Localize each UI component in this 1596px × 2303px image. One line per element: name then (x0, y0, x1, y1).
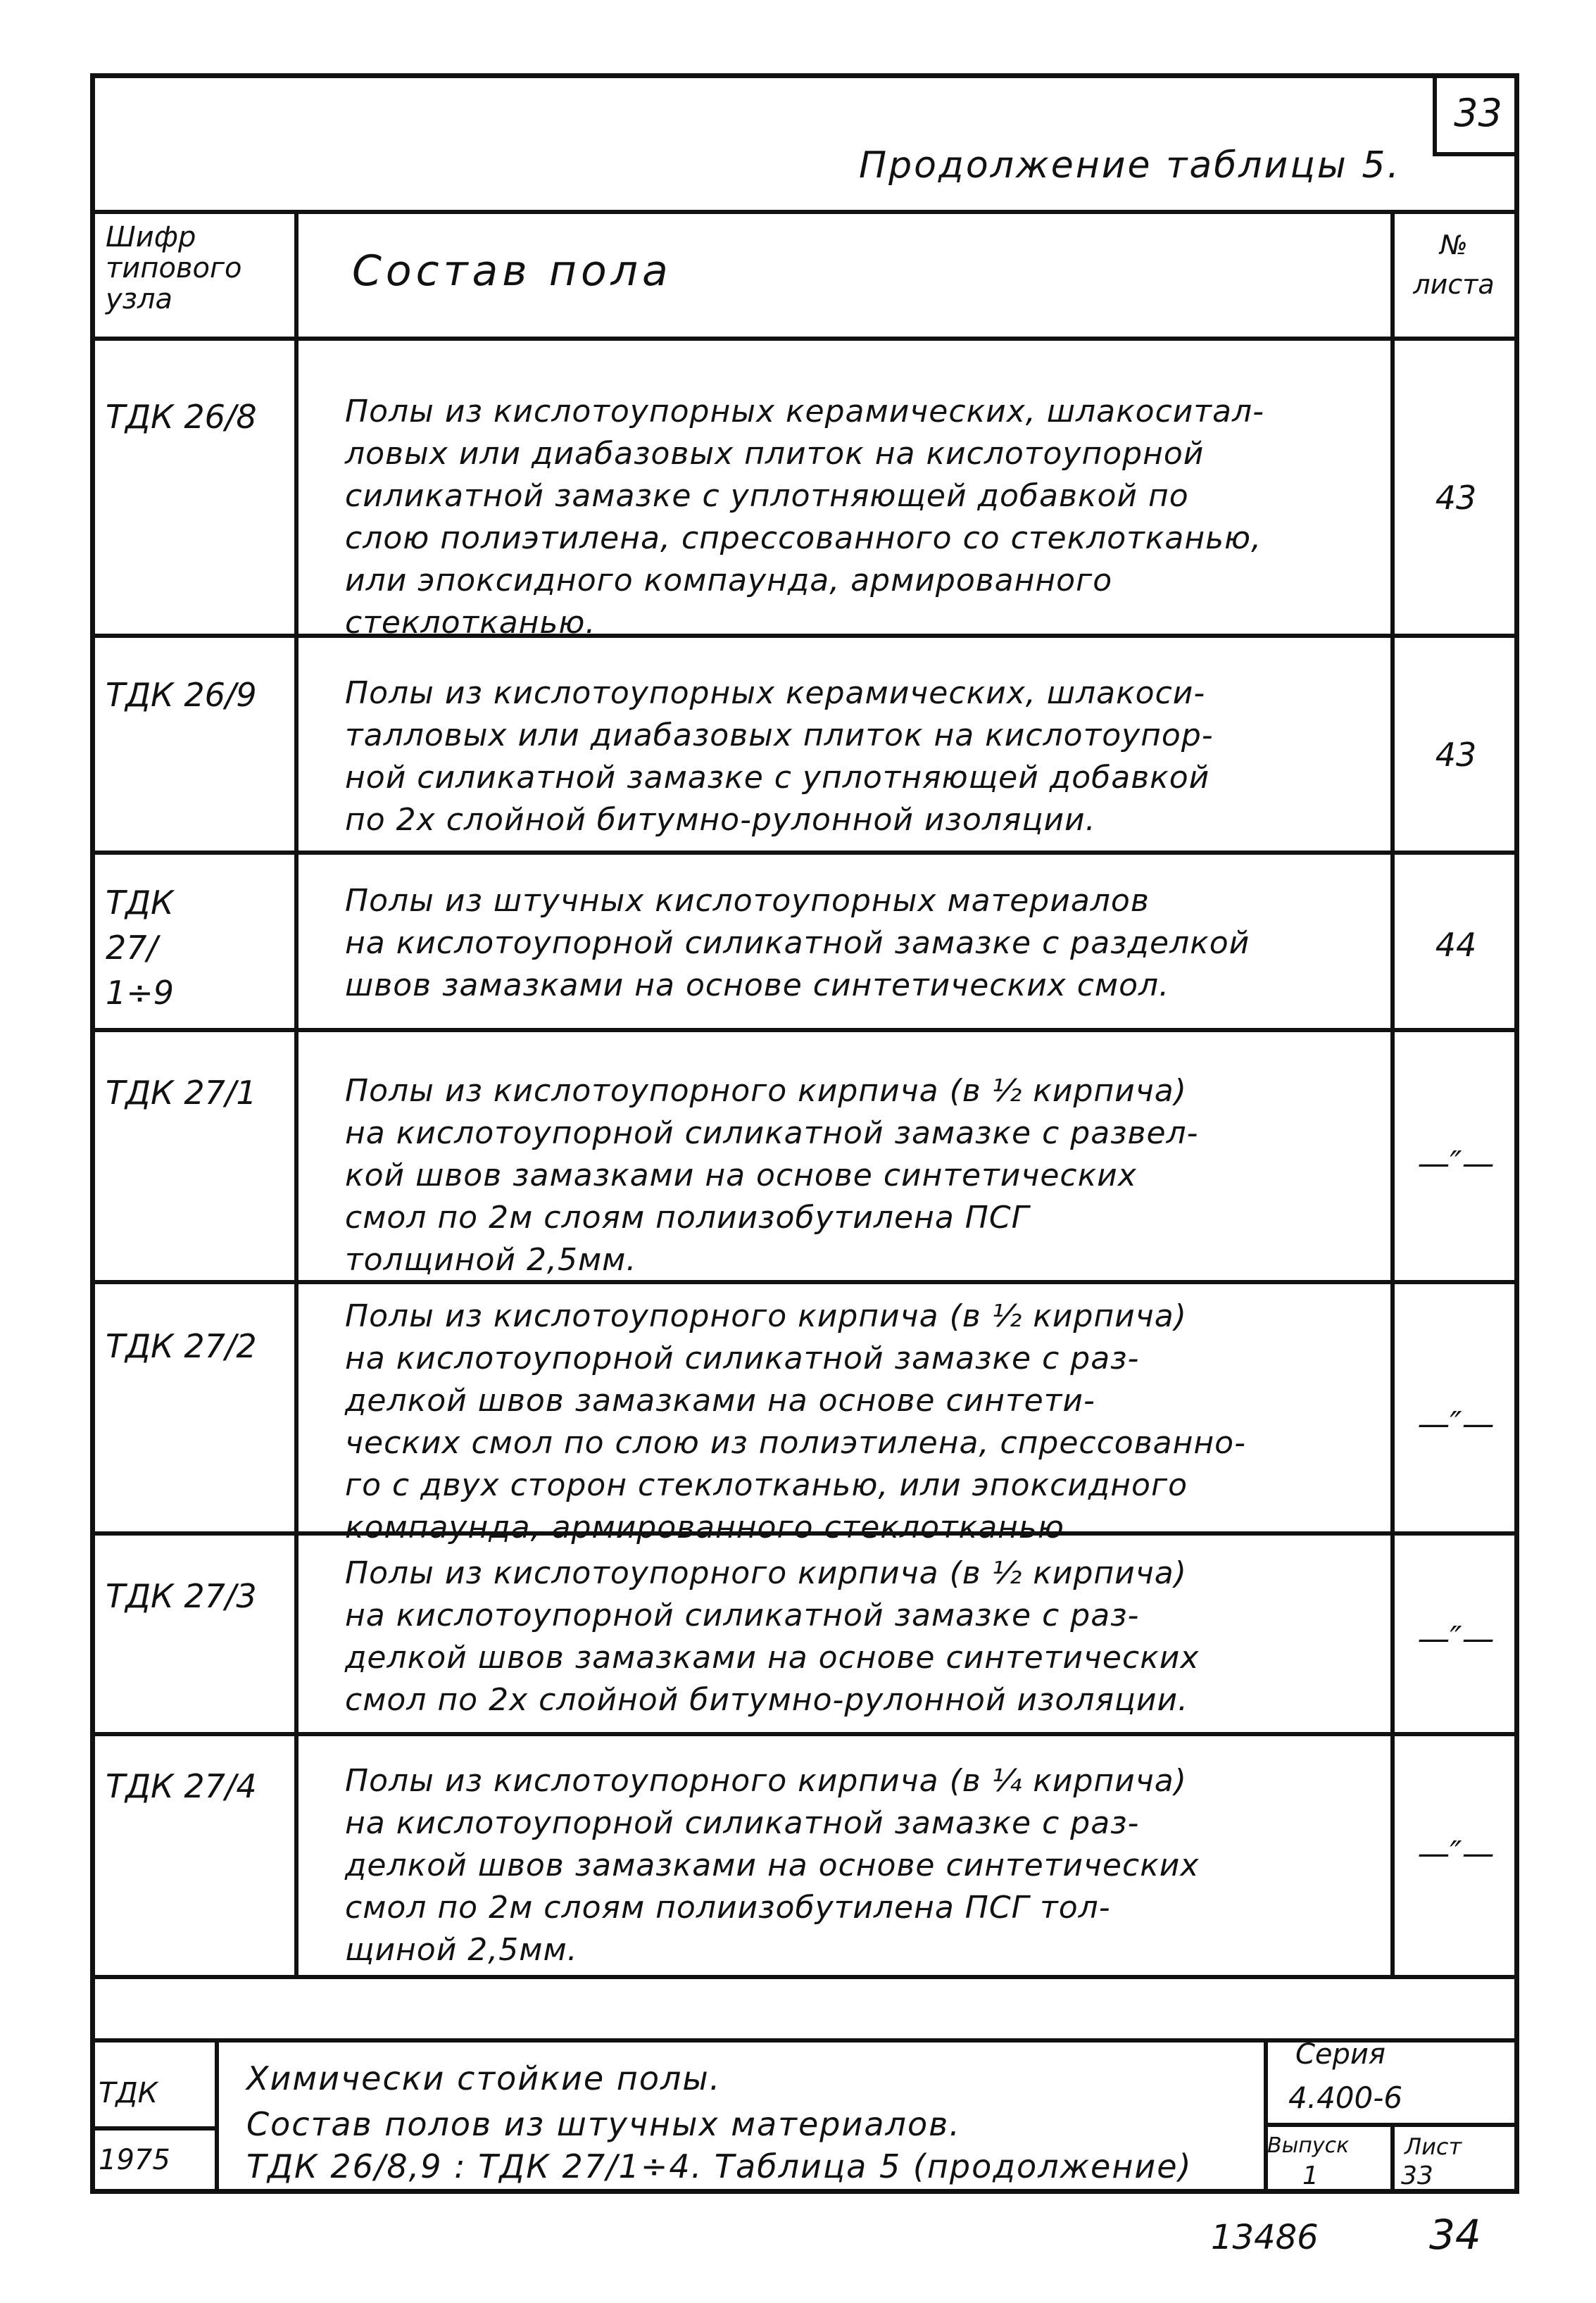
text-line: силикатной замазке с уплотняющей добавкой по (345, 478, 1189, 514)
text-line: ческих смол по слою из полиэтилена, спрессованно- (345, 1425, 1246, 1461)
title-block-code: ТДК (99, 2077, 158, 2109)
series-label: Серия (1295, 2038, 1385, 2071)
header-bottom-rule (90, 337, 1519, 341)
title-block-line-3: ТДК 26/8,9 : ТДК 27/1÷4. Таблица 5 (продолжение) (246, 2147, 1193, 2185)
row-sheet: 43 (1435, 736, 1477, 774)
text-line: Полы из кислотоупорного кирпича (в ½ кирпича) (345, 1555, 1187, 1591)
text-line: ловых или диабазовых плиток на кислотоупорной (345, 436, 1205, 472)
sheet-column-rule (1390, 210, 1395, 1977)
title-block-code-rule (90, 2126, 217, 2131)
text-line: слою полиэтилена, спрессованного со стеклотканью, (345, 520, 1262, 556)
text-line: делкой швов замазками на основе синтетических (345, 1847, 1200, 1883)
row-rule-2 (90, 851, 1519, 855)
text-line: кой швов замазками на основе синтетических (345, 1157, 1137, 1193)
row-sheet: 44 (1435, 926, 1477, 964)
title-block-series-divider (1264, 2038, 1268, 2194)
sheet-label: Лист (1405, 2133, 1462, 2160)
text-line: Полы из кислотоупорного кирпича (в ½ кирпича) (345, 1298, 1187, 1334)
text-line: делкой швов замазками на основе синтети- (345, 1383, 1095, 1419)
row-composition (345, 1760, 1380, 1971)
text-line: ной силикатной замазке с уплотняющей добавкой (345, 760, 1210, 796)
text-line: Полы из штучных кислотоупорных материалов (345, 883, 1150, 919)
row-code: ТДК 27/ 1÷9 (106, 884, 175, 1012)
table-caption: Продолжение таблицы 5. (859, 144, 1401, 187)
row-sheet: —″— (1417, 1834, 1495, 1872)
text-line: Полы из кислотоупорного кирпича (в ½ кирпича) (345, 1073, 1187, 1109)
text-line: по 2х слойной битумно-рулонной изоляции. (345, 802, 1096, 838)
page-number: 33 (1433, 73, 1519, 156)
title-block-code-divider (215, 2038, 219, 2194)
text-line: смол по 2х слойной битумно-рулонной изоляции. (345, 1682, 1189, 1718)
text-line: на кислотоупорной силикатной замазке с раз- (345, 1805, 1140, 1841)
text-line: на кислотоупорной силикатной замазке с развел- (345, 1115, 1199, 1151)
series-value: 4.400-6 (1288, 2081, 1403, 2115)
header-sheet: № листа (1413, 230, 1495, 300)
row-composition (345, 672, 1380, 841)
row-code: ТДК 27/3 (106, 1577, 257, 1615)
row-composition (345, 1552, 1380, 1721)
row-sheet: —″— (1417, 1619, 1495, 1657)
text-line: смол по 2м слоям полиизобутилена ПСГ (345, 1200, 1030, 1236)
row-code: ТДК 27/2 (106, 1327, 257, 1365)
row-code: ТДК 26/9 (106, 676, 257, 714)
row-rule-3 (90, 1028, 1519, 1032)
row-composition (345, 391, 1380, 644)
issue-value: 1 (1302, 2161, 1319, 2190)
text-line: на кислотоупорной силикатной замазке с разделкой (345, 925, 1250, 961)
text-line: Полы из кислотоупорных керамических, шлакоси- (345, 675, 1206, 711)
text-line: смол по 2м слоям полиизобутилена ПСГ тол- (345, 1890, 1111, 1926)
row-sheet: —″— (1417, 1144, 1495, 1182)
text-line: или эпоксидного компаунда, армированного (345, 563, 1113, 598)
header-composition: Состав пола (352, 246, 672, 296)
table-bottom-rule (90, 1975, 1519, 1979)
row-code: ТДК 27/1 (106, 1074, 257, 1112)
archive-number: 13486 (1211, 2218, 1319, 2257)
text-line: швов замазками на основе синтетических смол. (345, 967, 1170, 1003)
table-top-rule (90, 210, 1519, 214)
text-line: на кислотоупорной силикатной замазке с раз- (345, 1598, 1140, 1633)
text-line: толщиной 2,5мм. (345, 1242, 637, 1278)
title-block-line-1: Химически стойкие полы. (246, 2059, 722, 2097)
text-line: Полы из кислотоупорного кирпича (в ¼ кирпича) (345, 1763, 1187, 1799)
text-line: щиной 2,5мм. (345, 1932, 578, 1968)
text-line: делкой швов замазками на основе синтетических (345, 1640, 1200, 1676)
corner-number: 34 (1429, 2211, 1481, 2259)
text-line: го с двух сторон стеклотканью, или эпоксидного (345, 1467, 1188, 1503)
title-block-sheet-divider (1390, 2123, 1395, 2194)
text-line: на кислотоупорной силикатной замазке с раз- (345, 1341, 1140, 1376)
issue-label: Выпуск (1267, 2133, 1350, 2158)
row-sheet: —″— (1417, 1405, 1495, 1443)
row-sheet: 43 (1435, 479, 1477, 517)
text-line: компаунда, армированного стеклотканью (345, 1510, 1064, 1545)
row-rule-6 (90, 1732, 1519, 1736)
row-composition (345, 880, 1380, 1007)
text-line: талловых или диабазовых плиток на кислотоупор- (345, 717, 1214, 753)
header-code: Шифр типового узла (106, 221, 242, 315)
row-code: ТДК 27/4 (106, 1767, 257, 1805)
row-code: ТДК 26/8 (106, 398, 257, 436)
text-line: Полы из кислотоупорных керамических, шлакоситал- (345, 394, 1264, 429)
row-composition (345, 1070, 1380, 1281)
row-composition (345, 1295, 1380, 1549)
title-block-year: 1975 (99, 2144, 170, 2176)
sheet-value: 33 (1401, 2161, 1433, 2190)
title-block-line-2: Состав полов из штучных материалов. (246, 2105, 961, 2143)
text-line: стеклотканью. (345, 605, 596, 641)
